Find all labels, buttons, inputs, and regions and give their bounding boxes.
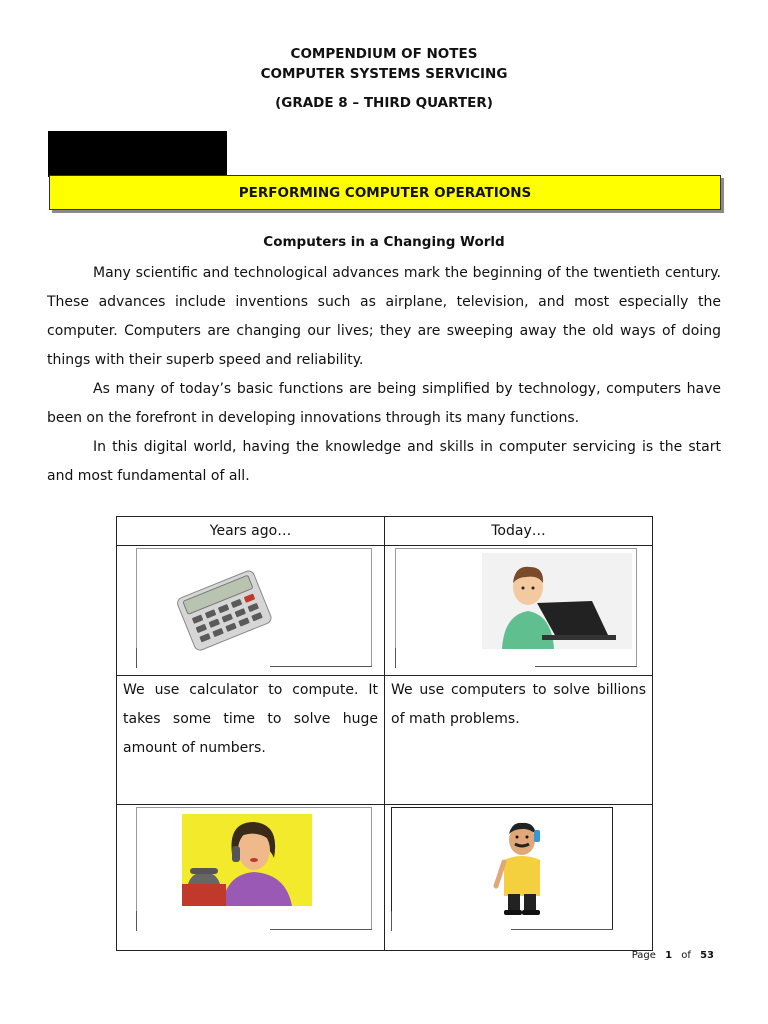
lesson-title: PERFORMING COMPUTER OPERATIONS <box>238 184 532 201</box>
calculator-cell <box>117 546 385 676</box>
image-frame <box>136 548 372 667</box>
computer-description: We use computers to solve billions of math problems. <box>391 682 646 728</box>
image-frame <box>395 548 637 667</box>
black-tab-block <box>48 131 227 177</box>
laptop-cell <box>385 546 653 676</box>
header-subject: COMPUTER SYSTEMS SERVICING <box>260 66 508 82</box>
lesson-title-banner <box>49 175 721 210</box>
table-header-row <box>117 517 653 546</box>
image-frame <box>136 807 372 930</box>
woman-on-landline-phone-image <box>182 814 312 906</box>
landline-cell <box>117 805 385 951</box>
table-row <box>117 676 653 805</box>
calculator-description-cell <box>117 676 385 805</box>
paragraph-3: In this digital world, having the knowledge and skills in computer servicing is the start and most fundamental of all. <box>47 439 721 484</box>
col-header-today: Today… <box>385 517 653 546</box>
man-using-laptop-image <box>482 553 632 649</box>
table-row <box>117 805 653 951</box>
table-row <box>117 546 653 676</box>
page-label: Page <box>631 950 656 961</box>
header-grade: (GRADE 8 – THIRD QUARTER) <box>275 95 493 111</box>
total-pages: 53 <box>700 950 714 961</box>
comparison-table <box>116 516 653 951</box>
calculator-description: We use calculator to compute. It takes some time to solve huge amount of numbers. <box>123 682 378 757</box>
header-title: COMPENDIUM OF NOTES <box>290 46 478 62</box>
calculator-image <box>163 565 283 655</box>
image-frame <box>391 807 613 930</box>
man-on-mobile-phone-image <box>482 816 562 916</box>
col-header-years-ago: Years ago… <box>117 517 385 546</box>
body-text <box>47 259 721 491</box>
mobile-cell <box>385 805 653 951</box>
paragraph-1: Many scientific and technological advances mark the beginning of the twentieth century. These advances include inventions such as airplane, television, and most especially the computer. Computers are changing our lives; they are sweeping away the old ways of doing things with their superb speed and reliability. <box>47 265 721 368</box>
of-label: of <box>681 950 691 961</box>
section-title: Computers in a Changing World <box>263 234 505 250</box>
page-footer <box>632 950 720 961</box>
page-number: 1 <box>665 950 673 961</box>
paragraph-2: As many of today’s basic functions are being simplified by technology, computers have been on the forefront in developing innovations through its many functions. <box>47 381 721 426</box>
document-header <box>0 44 768 113</box>
computer-description-cell <box>385 676 653 805</box>
